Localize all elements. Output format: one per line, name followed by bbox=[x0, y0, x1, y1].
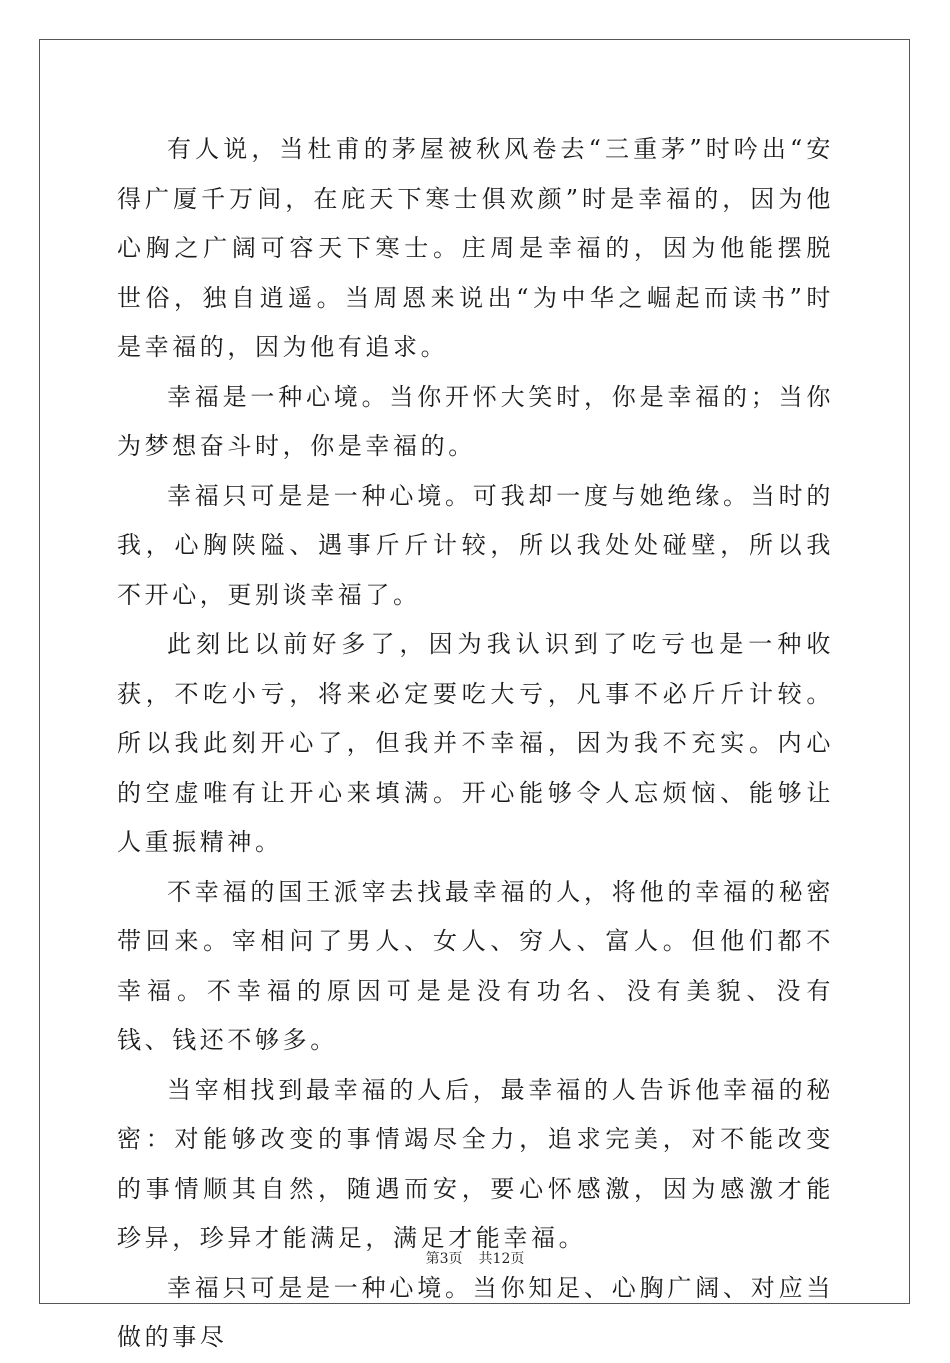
page-number: 第3页 bbox=[425, 1251, 463, 1267]
paragraph: 幸福是一种心境。当你开怀大笑时，你是幸福的；当你为梦想奋斗时，你是幸福的。 bbox=[117, 382, 834, 460]
paragraph: 有人说，当杜甫的茅屋被秋风卷去“三重茅”时吟出“安得广厦千万间，在庇天下寒士俱欢颜”时是幸福的，因为他心胸之广阔可容天下寒士。庄周是幸福的，因为他能摆脱世俗，独自逍遥。当周恩来说出“为中华之崛起而读书”时是幸福的，因为他有追求。 bbox=[117, 135, 834, 361]
paragraph: 幸福只可是是一种心境。当你知足、心胸广阔、对应当做的事尽 bbox=[117, 1273, 834, 1351]
paragraph: 幸福只可是是一种心境。可我却一度与她绝缘。当时的我，心胸陕隘、遇事斤斤计较，所以我处处碰壁，所以我不开心，更别谈幸福了。 bbox=[117, 481, 834, 609]
paragraph: 当宰相找到最幸福的人后，最幸福的人告诉他幸福的秘密：对能够改变的事情竭尽全力，追求完美，对不能改变的事情顺其自然，随遇而安，要心怀感激，因为感激才能珍异，珍异才能满足，满足才能幸福。 bbox=[117, 1075, 834, 1252]
paragraph: 不幸福的国王派宰去找最幸福的人，将他的幸福的秘密带回来。宰相问了男人、女人、穷人、富人。但他们都不幸福。不幸福的原因可是是没有功名、没有美貌、没有钱、钱还不够多。 bbox=[117, 877, 834, 1054]
document-body bbox=[117, 125, 834, 1363]
page-total: 共12页 bbox=[478, 1251, 525, 1267]
page-footer bbox=[0, 1248, 950, 1268]
paragraph: 此刻比以前好多了，因为我认识到了吃亏也是一种收获，不吃小亏，将来必定要吃大亏，凡事不必斤斤计较。所以我此刻开心了，但我并不幸福，因为我不充实。内心的空虚唯有让开心来填满。开心能够令人忘烦恼、能够让人重振精神。 bbox=[117, 630, 834, 856]
